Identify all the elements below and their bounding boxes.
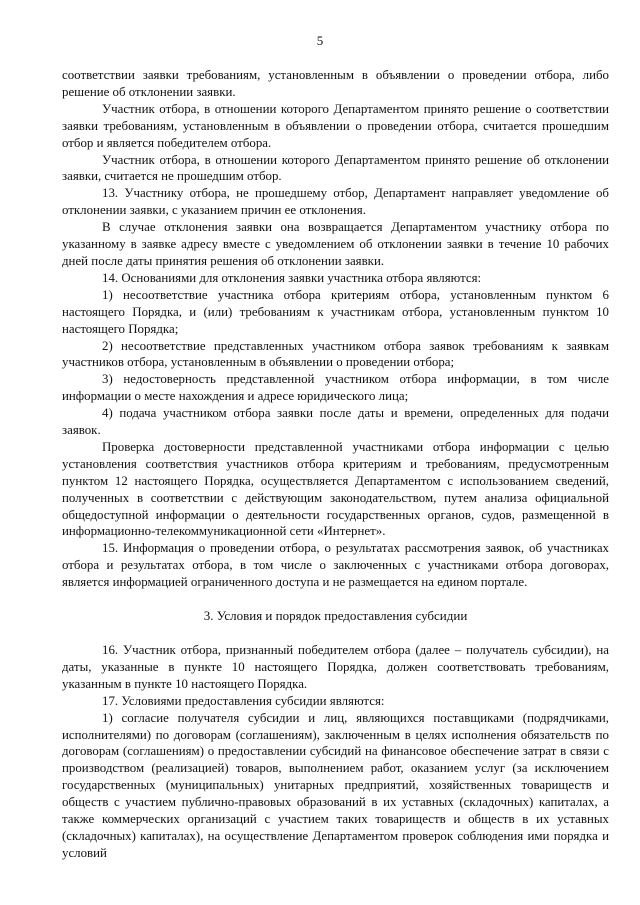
paragraph-item-14-1: 1) несоответствие участника отбора критериям отбора, установленным пунктом 6 настоящего Порядка, и (или) требованиям к участникам отбора, установленным пунктом 10 настоящего Порядка; — [62, 287, 609, 336]
page-number: 5 — [316, 33, 324, 48]
document-body — [62, 67, 609, 862]
paragraph-item-14-2: 2) несоответствие представленных участником отбора заявок требованиям к заявкам участников отбора, установленным в объявлении о проведении отбора; — [62, 338, 609, 370]
paragraph-continuation: соответствии заявки требованиям, установленным в объявлении о проведении отбора, либо решение об отклонении заявки. — [62, 68, 609, 99]
paragraph-item-16: 16. Участник отбора, признанный победителем отбора (далее – получатель субсидии), на даты, указанные в пункте 10 настоящего Порядка, должен соответствовать требованиям, указанным в пункте 10 настоящего Порядка. — [62, 643, 609, 691]
section-heading: 3. Условия и порядок предоставления субсидии — [203, 608, 468, 624]
paragraph-return: В случае отклонения заявки она возвращается Департаментом участнику отбора по указанному в заявке адресу вместе с уведомлением об отклонении заявки в течение 10 рабочих дней после даты принятия решения об отклонении заявки. — [62, 220, 609, 268]
paragraph-winner: Участник отбора, в отношении которого Департаментом принято решение о соответствии заявки требованиям, установленным в объявлении о проведении отбора, считается прошедшим отбор и является победителем отбора. — [62, 101, 609, 150]
paragraph-item-14-3: 3) недостоверность представленной участником отбора информации, в том числе информации о месте нахождения и адресе юридического лица; — [62, 372, 609, 404]
paragraph-item-15: 15. Информация о проведении отбора, о результатах рассмотрения заявок, об участниках отбора и результатах отбора, в том числе о заключенных с участниками отбора договорах, является информацией ограниченного доступа и не размещается на едином портале. — [62, 541, 609, 590]
paragraph-item-17-1: 1) согласие получателя субсидии и лиц, являющихся поставщиками (подрядчиками, исполнителями) по договорам (соглашениям), заключенным в целях исполнения обязательств по договорам (соглашениям) о предоставлении субсидий на финансовое обеспечение затрат в связи с производством (реализацией) товаров, выполнением работ, оказанием услуг (за исключением государственных (муниципальных) унитарных предприятий, хозяйственных товариществ и обществ с участием публично-правовых образований в их уставных (складочных) капиталах, а также коммерческих организаций с участием таких товариществ и обществ в их уставных (складочных) капиталах), на осуществление Департаментом проверок соблюдения ими порядка и условий — [62, 710, 609, 860]
paragraph-rejected: Участник отбора, в отношении которого Департаментом принято решение об отклонении заявки, считается не прошедшим отбор. — [62, 152, 609, 184]
paragraph-item-14-4: 4) подача участником отбора заявки после даты и времени, определенных для подачи заявок. — [62, 406, 609, 438]
paragraph-item-13: 13. Участнику отбора, не прошедшему отбор, Департамент направляет уведомление об отклонении заявки, с указанием причин ее отклонения. — [62, 186, 609, 218]
paragraph-item-14: 14. Основаниями для отклонения заявки участника отбора являются: — [102, 270, 482, 285]
paragraph-item-17: 17. Условиями предоставления субсидии являются: — [102, 693, 385, 708]
paragraph-verification: Проверка достоверности представленной участниками отбора информации с целью установления соответствия участников отбора критериям и требованиям, предусмотренным пунктом 12 настоящего Порядка, осуществляется Департаментом с использованием сведений, полученных в соответствии с действующим законодательством, путем анализа официальной общедоступной информации о деятельности государственных органов, судов, размещенной в информационно-телекоммуникационной сети «Интернет». — [62, 439, 609, 539]
